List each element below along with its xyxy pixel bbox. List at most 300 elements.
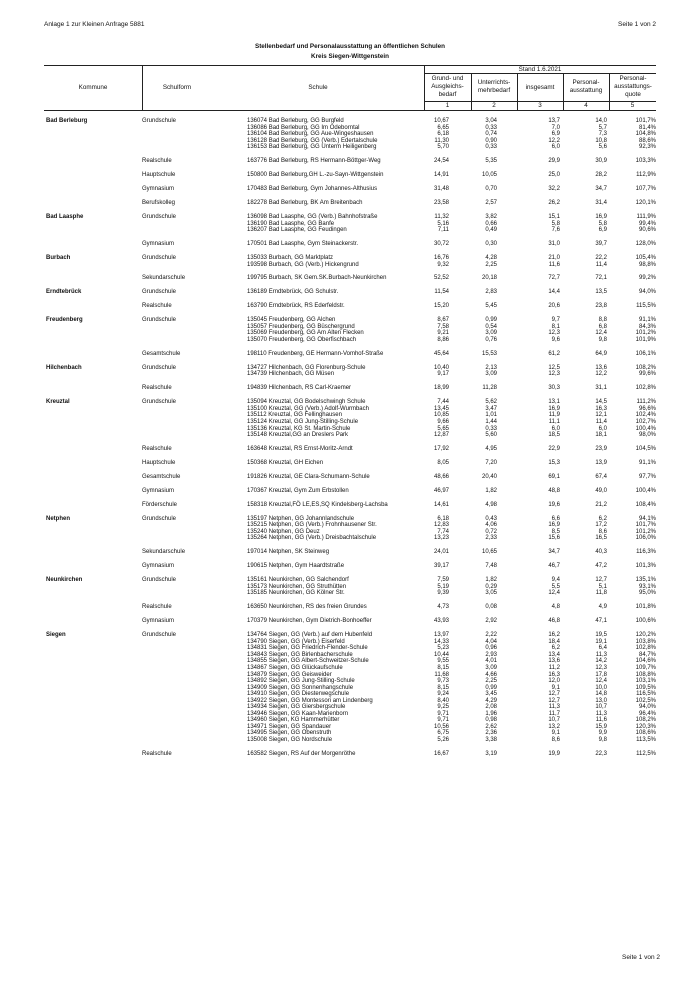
schulform-cell: Grundschule xyxy=(142,317,177,324)
table-row xyxy=(0,371,700,378)
value-col-5: 106,1% xyxy=(635,350,656,357)
value-col-5: 135,1% xyxy=(635,577,656,584)
value-col-2: 0,96 xyxy=(485,645,497,652)
value-col-3: 6,0 xyxy=(551,425,560,432)
value-col-3: 21,0 xyxy=(548,254,560,261)
col-num-3: 3 xyxy=(538,102,542,109)
schule-cell: 135197 Netphen, GG Johannlandschule xyxy=(247,515,355,522)
value-col-1: 7,59 xyxy=(437,577,449,584)
value-col-5: 101,3% xyxy=(635,563,656,570)
schule-cell: 197014 Netphen, SK Steinweg xyxy=(247,549,330,556)
value-col-2: 1,96 xyxy=(485,710,497,717)
value-col-1: 15,20 xyxy=(433,303,449,310)
schule-cell: 134971 Siegen, GG Spandauer xyxy=(247,723,332,730)
value-col-3: 10,7 xyxy=(548,717,560,724)
value-col-4: 14,2 xyxy=(595,658,607,665)
schulform-cell: Gymnasium xyxy=(142,241,175,247)
schulform-cell: Hauptschule xyxy=(142,172,176,179)
schule-cell: 134855 Siegen, GG Albert-Schweitzer-Schule xyxy=(247,658,369,665)
value-col-2: 4,98 xyxy=(485,501,497,508)
value-col-2: 2,25 xyxy=(485,678,497,685)
schule-cell: 135148 Kreuztal,GG an Dreslers Park xyxy=(247,432,349,439)
value-col-3: 8,6 xyxy=(551,737,560,743)
value-col-1: 9,73 xyxy=(437,678,449,685)
value-col-5: 107,7% xyxy=(635,186,656,193)
schulform-cell: Gymnasium xyxy=(142,487,175,494)
value-col-4: 13,6 xyxy=(595,364,607,371)
value-col-1: 10,85 xyxy=(433,412,449,419)
value-col-5: 111,2% xyxy=(636,399,656,406)
value-col-4: 11,6 xyxy=(595,717,607,724)
value-col-2: 0,99 xyxy=(485,684,497,691)
schule-cell: 150800 Bad Berleburg,GH L.-zu-Sayn-Wittgenstein xyxy=(247,172,384,179)
value-col-4: 22,3 xyxy=(595,750,607,757)
value-col-5: 113,5% xyxy=(636,737,656,743)
value-col-3: 12,7 xyxy=(548,691,560,698)
value-col-4: 4,9 xyxy=(598,604,607,611)
document-subtitle: Kreis Siegen-Wittgenstein xyxy=(311,53,389,60)
value-col-4: 30,9 xyxy=(595,158,607,165)
value-col-2: 0,90 xyxy=(485,137,497,144)
value-col-2: 10,65 xyxy=(481,549,497,556)
schule-cell: 135094 Kreuztal, GG Bodelschwingh Schule xyxy=(247,399,366,406)
value-col-2: 0,49 xyxy=(485,227,497,234)
value-col-2: 10,05 xyxy=(481,172,497,179)
schule-cell: 193598 Burbach, GG (Verb.) Hickengrund xyxy=(247,261,359,268)
schulform-cell: Förderschule xyxy=(142,501,178,508)
value-col-3: 11,7 xyxy=(548,710,560,717)
table-row xyxy=(0,535,700,542)
schule-cell: 134790 Siegen, GG (Verb.) Eiserfeld xyxy=(247,638,345,645)
table-row xyxy=(0,502,700,509)
schule-cell: 170483 Bad Berleburg, Gym Johannes-Althusius xyxy=(247,186,378,193)
value-col-2: 4,06 xyxy=(485,522,497,529)
value-col-1: 17,92 xyxy=(433,446,449,452)
value-col-1: 13,23 xyxy=(433,535,449,542)
value-col-3: 4,8 xyxy=(551,604,560,611)
value-col-1: 18,99 xyxy=(433,385,449,392)
value-col-2: 7,48 xyxy=(485,563,497,570)
value-col-2: 3,45 xyxy=(485,691,497,698)
value-col-1: 14,61 xyxy=(433,501,449,508)
value-col-3: 46,8 xyxy=(548,618,560,625)
value-col-4: 17,8 xyxy=(595,671,607,678)
table-row xyxy=(0,158,700,165)
value-col-3: 6,9 xyxy=(551,131,560,138)
value-col-1: 9,55 xyxy=(437,658,449,665)
value-col-5: 120,3% xyxy=(635,723,656,730)
schule-cell: 191826 Kreuztal, GE Clara-Schumann-Schule xyxy=(247,473,370,480)
value-col-4: 39,7 xyxy=(595,241,607,247)
value-col-4: 17,2 xyxy=(595,522,607,529)
value-col-3: 15,3 xyxy=(548,459,560,466)
value-col-5: 103,3% xyxy=(635,158,656,165)
value-col-4: 49,0 xyxy=(595,487,607,494)
value-col-3: 9,6 xyxy=(551,336,560,343)
value-col-4: 6,4 xyxy=(598,645,607,652)
value-col-1: 12,87 xyxy=(433,432,449,439)
value-col-1: 9,66 xyxy=(437,418,449,425)
schulform-cell: Realschule xyxy=(142,604,172,611)
value-col-1: 5,70 xyxy=(437,144,449,151)
value-col-2: 0,08 xyxy=(485,604,497,611)
value-col-5: 94,0% xyxy=(638,704,656,711)
schule-cell: 134843 Siegen, GG Birlenbacherschule xyxy=(247,651,353,658)
value-col-5: 98,0% xyxy=(638,432,656,439)
value-col-2: 3,82 xyxy=(485,213,497,220)
schule-cell: 135045 Freudenberg, GG Alchen xyxy=(247,317,336,324)
value-col-3: 13,7 xyxy=(548,118,560,124)
value-col-3: 11,2 xyxy=(548,664,560,671)
value-col-3: 7,6 xyxy=(551,227,560,234)
table-row xyxy=(0,488,700,495)
schule-cell: 136189 Erndtebrück, GG Schulstr. xyxy=(247,289,339,296)
value-col-1: 8,40 xyxy=(437,697,449,704)
value-col-2: 3,47 xyxy=(485,405,497,412)
schule-cell: 135136 Kreuztal, KG St. Martin-Schule xyxy=(247,425,351,432)
value-col-5: 98,8% xyxy=(638,261,656,268)
value-col-3: 6,0 xyxy=(551,144,560,151)
value-col-4: 9,8 xyxy=(598,336,607,343)
col-num-4: 4 xyxy=(584,102,588,109)
value-col-1: 7,11 xyxy=(437,227,449,234)
value-col-1: 5,23 xyxy=(437,645,449,652)
schule-cell: 170379 Neunkirchen, Gym Dietrich-Bonhoeffer xyxy=(247,618,372,625)
value-col-5: 104,5% xyxy=(635,446,656,452)
value-col-2: 5,62 xyxy=(485,399,497,406)
value-col-2: 2,83 xyxy=(485,289,497,296)
value-col-2: 3,09 xyxy=(485,371,497,378)
value-col-1: 7,58 xyxy=(437,323,449,330)
value-col-1: 9,25 xyxy=(437,704,449,711)
col-schule: Schule xyxy=(308,84,328,91)
value-col-2: 0,54 xyxy=(485,323,497,330)
value-col-4: 23,9 xyxy=(595,446,607,452)
value-col-2: 3,09 xyxy=(485,330,497,337)
schule-cell: 134922 Siegen, GG Montessori am Lindenberg xyxy=(247,697,373,704)
value-col-4: 13,9 xyxy=(595,459,607,466)
value-col-5: 90,6% xyxy=(638,227,656,234)
col-5: Personal-ausstattungs-quote xyxy=(614,75,652,98)
schule-cell: 134960 Siegen, KG Hammerhütter xyxy=(247,717,340,724)
value-col-5: 116,3% xyxy=(636,549,656,556)
schule-cell: 134910 Siegen, GG Diesterwegschule xyxy=(247,691,350,698)
value-col-1: 9,71 xyxy=(437,710,449,717)
value-col-4: 47,2 xyxy=(595,563,607,570)
table-row xyxy=(0,474,700,481)
value-col-3: 48,8 xyxy=(548,487,560,494)
value-col-5: 84,3% xyxy=(638,323,656,330)
value-col-2: 0,43 xyxy=(485,515,497,522)
value-col-3: 9,1 xyxy=(551,730,560,737)
value-col-4: 13,0 xyxy=(595,697,607,704)
value-col-3: 20,6 xyxy=(548,303,560,310)
value-col-5: 111,9% xyxy=(636,213,656,220)
kommune-cell: Netphen xyxy=(46,515,70,522)
value-col-2: 2,25 xyxy=(485,261,497,268)
schule-cell: 163648 Kreuztal, RS Ernst-Moritz-Arndt xyxy=(247,446,353,452)
schulform-cell: Hauptschule xyxy=(142,459,176,466)
value-col-5: 92,3% xyxy=(638,144,656,151)
value-col-2: 0,99 xyxy=(485,317,497,324)
table-row xyxy=(0,262,700,269)
value-col-5: 102,4% xyxy=(635,412,656,419)
schule-cell: 135070 Freudenberg, GG Oberfischbach xyxy=(247,336,357,343)
value-col-2: 0,33 xyxy=(485,144,497,151)
kommune-cell: Kreuztal xyxy=(46,399,70,406)
value-col-1: 5,16 xyxy=(437,220,449,227)
value-col-4: 40,3 xyxy=(595,549,607,556)
value-col-1: 8,86 xyxy=(437,336,449,343)
table-row xyxy=(0,289,700,296)
value-col-5: 106,0% xyxy=(635,535,656,542)
schule-cell: 136207 Bad Laasphe, GG Feudingen xyxy=(247,227,347,234)
value-col-2: 11,28 xyxy=(482,385,497,392)
kommune-cell: Burbach xyxy=(46,254,71,261)
schulform-cell: Grundschule xyxy=(142,632,177,639)
value-col-5: 101,9% xyxy=(635,336,656,343)
value-col-1: 5,19 xyxy=(437,583,449,590)
value-col-5: 96,6% xyxy=(638,405,656,412)
table-row xyxy=(0,751,700,758)
schule-cell: 163790 Erndtebrück, RS Ederfeldstr. xyxy=(247,303,345,310)
schulform-cell: Grundschule xyxy=(142,254,177,261)
value-col-1: 10,67 xyxy=(433,118,449,124)
value-col-3: 7,0 xyxy=(551,124,560,131)
schule-cell: 134946 Siegen, GG Kaan-Marienborn xyxy=(247,710,349,717)
value-col-3: 13,2 xyxy=(548,723,560,730)
value-col-5: 95,0% xyxy=(638,590,656,597)
document-title: Stellenbedarf und Personalausstattung an öffentlichen Schulen xyxy=(255,43,445,50)
value-col-3: 22,9 xyxy=(548,446,560,452)
value-col-1: 7,44 xyxy=(437,399,449,406)
value-col-3: 15,6 xyxy=(548,535,560,542)
value-col-4: 14,0 xyxy=(595,118,607,124)
value-col-4: 16,3 xyxy=(595,405,607,412)
value-col-4: 10,0 xyxy=(595,684,607,691)
value-col-2: 0,70 xyxy=(485,186,497,193)
schule-cell: 134764 Siegen, GG (Verb.) auf dem Hubenfeld xyxy=(247,632,373,639)
value-col-2: 0,33 xyxy=(485,124,497,131)
value-col-5: 103,1% xyxy=(635,678,656,685)
value-col-5: 99,6% xyxy=(638,371,656,378)
table-row xyxy=(0,385,700,392)
schule-cell: 136074 Bad Berleburg, GG Burgfeld xyxy=(247,118,344,124)
table-row xyxy=(0,737,700,744)
value-col-5: 128,0% xyxy=(635,241,656,247)
schulform-cell: Gesamtschule xyxy=(142,473,181,480)
col-3: insgesamt xyxy=(525,84,555,91)
table-row xyxy=(0,200,700,207)
value-col-1: 24,01 xyxy=(433,549,449,556)
value-col-1: 13,97 xyxy=(433,632,449,639)
value-col-5: 101,7% xyxy=(635,522,656,529)
value-col-2: 4,01 xyxy=(485,658,497,665)
value-col-4: 22,2 xyxy=(595,254,607,261)
value-col-2: 7,20 xyxy=(485,459,497,466)
value-col-4: 11,8 xyxy=(595,590,607,597)
value-col-1: 52,52 xyxy=(433,275,449,282)
value-col-4: 19,5 xyxy=(595,632,607,639)
schule-cell: 182278 Bad Berleburg, BK Am Breitenbach xyxy=(247,200,363,206)
kommune-cell: Neunkirchen xyxy=(46,577,83,584)
kommune-cell: Siegen xyxy=(46,632,66,639)
value-col-5: 99,4% xyxy=(638,220,656,227)
value-col-3: 16,9 xyxy=(548,405,560,412)
value-col-1: 16,67 xyxy=(433,750,449,757)
table-row xyxy=(0,351,700,358)
schule-cell: 134727 Hilchenbach, GG Florenburg-Schule xyxy=(247,364,366,371)
value-col-5: 101,2% xyxy=(635,330,656,337)
value-col-3: 16,2 xyxy=(548,632,560,639)
value-col-3: 12,0 xyxy=(548,678,560,685)
schule-cell: 135215 Netphen, GG (Verb.) Frohnhausener Str. xyxy=(247,522,377,529)
schulform-cell: Gymnasium xyxy=(142,618,175,625)
value-col-4: 11,4 xyxy=(595,418,607,425)
value-col-2: 15,53 xyxy=(481,350,497,357)
value-col-4: 28,2 xyxy=(595,172,607,179)
value-col-5: 81,4% xyxy=(638,124,656,131)
table-row xyxy=(0,227,700,234)
value-col-4: 16,5 xyxy=(595,535,607,542)
value-col-4: 23,8 xyxy=(595,303,607,310)
schulform-cell: Grundschule xyxy=(142,577,177,584)
value-col-2: 20,40 xyxy=(481,473,497,480)
schulform-cell: Grundschule xyxy=(142,289,177,296)
table-row xyxy=(0,604,700,611)
value-col-3: 72,7 xyxy=(548,275,560,282)
value-col-3: 61,2 xyxy=(548,350,560,357)
value-col-4: 12,4 xyxy=(595,678,607,685)
schule-cell: 199795 Burbach, SK Gem.SK.Burbach-Neunkirchen xyxy=(247,275,387,282)
value-col-2: 4,29 xyxy=(485,697,497,704)
value-col-3: 6,6 xyxy=(551,515,560,522)
schule-cell: 135057 Freudenberg, GG Büschergrund xyxy=(247,323,355,330)
schule-cell: 136190 Bad Laasphe, GG Banfe xyxy=(247,220,335,227)
value-col-2: 4,04 xyxy=(485,638,497,645)
value-col-2: 1,82 xyxy=(485,577,497,584)
schule-cell: 134879 Siegen, GG Geisweider xyxy=(247,671,332,678)
value-col-5: 115,5% xyxy=(636,303,656,310)
kommune-cell: Bad Laasphe xyxy=(46,213,84,220)
value-col-1: 10,40 xyxy=(433,364,449,371)
table-row xyxy=(0,172,700,179)
value-col-4: 31,1 xyxy=(595,385,607,392)
value-col-2: 3,38 xyxy=(485,737,497,743)
value-col-3: 5,8 xyxy=(551,220,560,227)
page-number-top: Seite 1 von 2 xyxy=(618,21,656,28)
value-col-1: 10,44 xyxy=(433,651,449,658)
value-col-4: 72,1 xyxy=(595,275,607,282)
value-col-5: 100,4% xyxy=(635,425,656,432)
value-col-2: 2,92 xyxy=(485,618,497,625)
kommune-cell: Hilchenbach xyxy=(46,364,82,371)
value-col-1: 9,39 xyxy=(437,590,449,597)
schule-cell: 134892 Siegen, GG Jung-Stilling-Schule xyxy=(247,678,355,685)
value-col-3: 5,5 xyxy=(551,583,560,590)
value-col-3: 11,9 xyxy=(548,412,560,419)
schule-cell: 135185 Neunkirchen, GG Kölner Str. xyxy=(247,590,345,597)
value-col-4: 6,0 xyxy=(598,425,607,432)
value-col-1: 13,45 xyxy=(433,405,449,412)
schulform-cell: Grundschule xyxy=(142,364,177,371)
schule-cell: 134739 Hilchenbach, GG Müsen xyxy=(247,371,335,378)
value-col-2: 5,60 xyxy=(485,432,497,439)
document-reference: Anlage 1 zur Kleinen Anfrage 5881 xyxy=(44,21,145,28)
value-col-3: 12,7 xyxy=(548,697,560,704)
value-col-1: 14,91 xyxy=(433,172,449,179)
value-col-2: 0,74 xyxy=(485,131,497,138)
value-col-1: 9,17 xyxy=(437,371,449,378)
schule-cell: 198110 Freudenberg, GE Hermann-Vomhof-Straße xyxy=(247,350,384,357)
table-row xyxy=(0,241,700,248)
schule-cell: 136098 Bad Laasphe, GG (Verb.) Bahnhofstraße xyxy=(247,213,378,220)
value-col-5: 108,2% xyxy=(635,364,656,371)
table-row xyxy=(0,460,700,467)
table-row xyxy=(0,186,700,193)
value-col-5: 91,1% xyxy=(638,317,656,324)
table-row xyxy=(0,337,700,344)
value-col-3: 18,4 xyxy=(548,638,560,645)
value-col-4: 13,5 xyxy=(595,289,607,296)
value-col-3: 46,7 xyxy=(548,563,560,570)
value-col-4: 47,1 xyxy=(595,618,607,625)
value-col-1: 8,15 xyxy=(437,664,449,671)
schulform-cell: Sekundarschule xyxy=(142,275,186,282)
value-col-2: 2,33 xyxy=(485,535,497,542)
value-col-3: 16,9 xyxy=(548,522,560,529)
value-col-1: 14,33 xyxy=(433,638,449,645)
value-col-3: 11,1 xyxy=(548,418,560,425)
value-col-4: 8,6 xyxy=(598,528,607,535)
schulform-cell: Realschule xyxy=(142,446,172,452)
value-col-1: 6,75 xyxy=(437,730,449,737)
table-row xyxy=(0,303,700,310)
schule-cell: 170367 Kreuztal, Gym Zum Erbstollen xyxy=(247,487,349,494)
value-col-4: 11,3 xyxy=(595,710,607,717)
value-col-5: 88,6% xyxy=(638,137,656,144)
value-col-5: 99,2% xyxy=(638,275,656,282)
value-col-3: 9,4 xyxy=(551,577,560,584)
schulform-cell: Grundschule xyxy=(142,213,177,220)
schule-cell: 135008 Siegen, GG Nordschule xyxy=(247,737,333,743)
value-col-3: 26,2 xyxy=(548,200,560,206)
value-col-2: 0,98 xyxy=(485,717,497,724)
value-col-2: 20,18 xyxy=(481,275,497,282)
kommune-cell: Freudenberg xyxy=(46,317,83,324)
value-col-1: 11,30 xyxy=(434,137,449,144)
value-col-1: 9,21 xyxy=(437,330,449,337)
value-col-2: 0,33 xyxy=(485,425,497,432)
value-col-2: 5,35 xyxy=(485,158,497,165)
value-col-3: 11,3 xyxy=(548,704,560,711)
schulform-cell: Gesamtschule xyxy=(142,350,181,357)
schule-cell: 135033 Burbach, GG Marktplatz xyxy=(247,254,334,261)
value-col-3: 34,7 xyxy=(548,549,560,556)
value-col-4: 11,3 xyxy=(595,651,607,658)
schulform-cell: Berufskolleg xyxy=(142,200,176,206)
schule-cell: 134995 Siegen, GG Obenstruth xyxy=(247,730,332,737)
value-col-1: 9,71 xyxy=(437,717,449,724)
col-kommune: Kommune xyxy=(78,84,108,91)
value-col-2: 2,62 xyxy=(485,723,497,730)
value-col-3: 69,1 xyxy=(548,473,560,480)
value-col-4: 6,2 xyxy=(598,515,607,522)
value-col-3: 8,1 xyxy=(551,323,560,330)
value-col-5: 102,8% xyxy=(635,385,656,392)
value-col-3: 9,7 xyxy=(551,317,560,324)
value-col-5: 94,1% xyxy=(638,515,656,522)
